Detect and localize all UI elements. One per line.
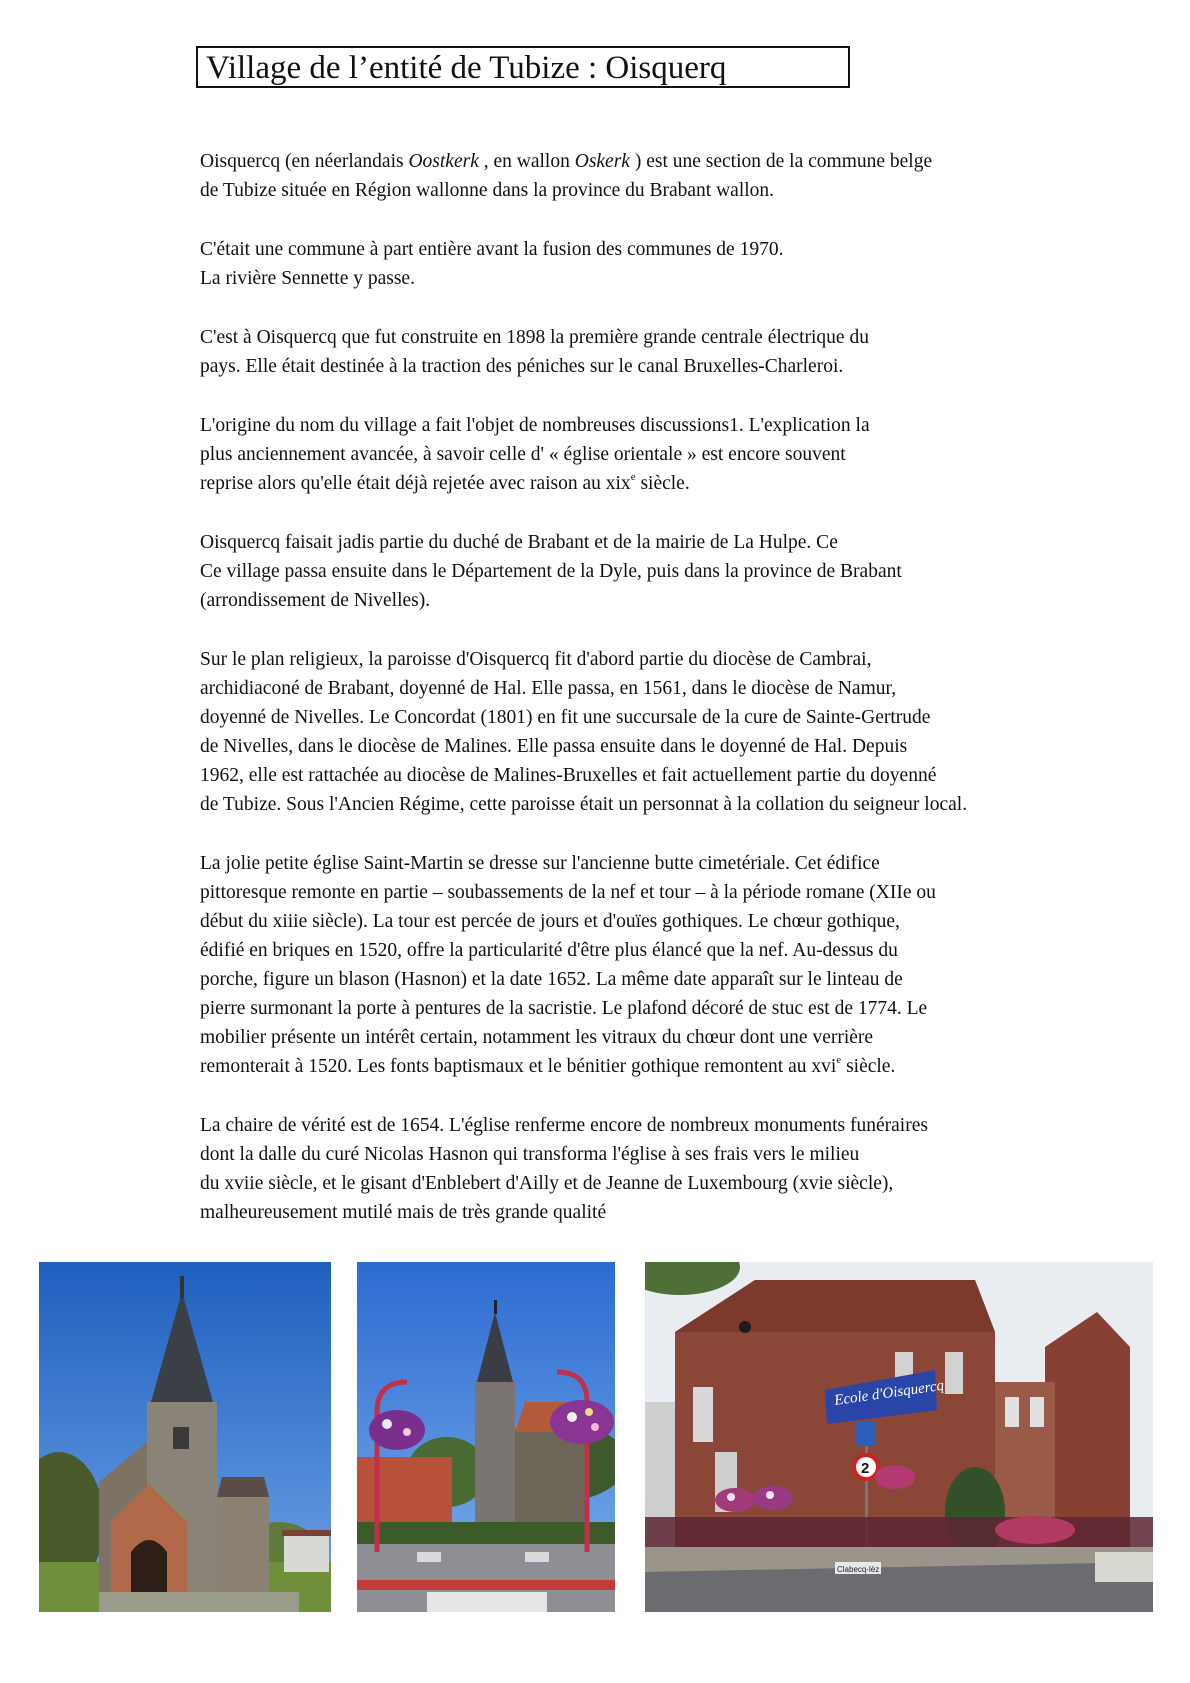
paragraph-line: La rivière Sennette y passe.	[200, 268, 415, 289]
paragraph-line: Oisquercq faisait jadis partie du duché de Brabant et de la mairie de La Hulpe. Ce	[200, 532, 838, 553]
school-sign-text: Ecole d'Oisquercq	[833, 1377, 946, 1409]
street-sign-text: Clabecq-lèz	[837, 1565, 880, 1574]
paragraph-line: mobilier présente un intérêt certain, notamment les vitraux du chœur dont une verrière	[200, 1027, 874, 1048]
paragraph-line: de Tubize. Sous l'Ancien Régime, cette paroisse était un personnat à la collation du seigneur local.	[200, 794, 968, 815]
church-photo	[39, 1262, 331, 1612]
paragraph-line: Sur le plan religieux, la paroisse d'Oisquercq fit d'abord partie du diocèse de Cambrai,	[200, 649, 872, 670]
paragraph-line: porche, figure un blason (Hasnon) et la date 1652. La même date apparaît sur le linteau de	[200, 969, 903, 990]
road-sign-number: 2	[861, 1460, 870, 1477]
walloon-name: Oskerk	[574, 151, 630, 172]
paragraph-line: remonterait à 1520. Les fonts baptismaux et le bénitier gothique remontent au xvi$^e$ siècle.	[200, 1054, 896, 1077]
article-body	[200, 147, 1100, 1257]
paragraph-line: malheureusement mutilé mais de très grande qualité	[200, 1202, 607, 1223]
paragraph-line: doyenné de Nivelles. Le Concordat (1801) en fit une succursale de la cure de Sainte-Gertrude	[200, 707, 931, 728]
paragraph-line: C'était une commune à part entière avant la fusion des communes de 1970.	[200, 239, 784, 260]
paragraph-line: dont la dalle du curé Nicolas Hasnon qui transforma l'église à ses frais vers le milieu	[200, 1144, 860, 1165]
paragraph-line: pays. Elle était destinée à la traction des péniches sur le canal Bruxelles-Charleroi.	[200, 356, 844, 377]
paragraph-line: reprise alors qu'elle était déjà rejetée avec raison au xix$^e$ siècle.	[200, 471, 690, 494]
page-title-box	[196, 46, 850, 88]
page-title: Village de l’entité de Tubize : Oisquerq	[206, 50, 727, 86]
paragraph-line: début du xiiie siècle). La tour est percée de jours et d'ouïes gothiques. Le chœur gothique,	[200, 911, 900, 932]
paragraph-line: édifié en briques en 1520, offre la particularité d'être plus élancé que la nef. Au-dessus du	[200, 940, 898, 961]
paragraph-line: Oisquercq (en néerlandais Oostkerk , en wallon Oskerk ) est une section de la commune belge	[200, 151, 933, 172]
paragraph-power-plant	[200, 323, 1100, 381]
paragraph-line: La chaire de vérité est de 1654. L'église renferme encore de nombreux monuments funéraires	[200, 1115, 928, 1136]
paragraph-line: pittoresque remonte en partie – soubassements de la nef et tour – à la période romane (XIIe ou	[200, 882, 936, 903]
paragraph-line: archidiaconé de Brabant, doyenné de Hal. Elle passa, en 1561, dans le diocèse de Namur,	[200, 678, 897, 699]
paragraph-line: de Tubize située en Région wallonne dans la province du Brabant wallon.	[200, 180, 775, 201]
paragraph-commune	[200, 235, 1100, 293]
paragraph-line: (arrondissement de Nivelles).	[200, 590, 431, 611]
paragraph-line: pierre surmonant la porte à pentures de la sacristie. Le plafond décoré de stuc est de 1774. Le	[200, 998, 928, 1019]
paragraph-religious	[200, 645, 1100, 819]
paragraph-line: La jolie petite église Saint-Martin se dresse sur l'ancienne butte cimetériale. Cet édifice	[200, 853, 880, 874]
school-photo	[645, 1262, 1153, 1612]
paragraph-line: C'est à Oisquercq que fut construite en 1898 la première grande centrale électrique du	[200, 327, 869, 348]
paragraph-name-origin	[200, 411, 1100, 498]
dutch-name: Oostkerk	[408, 151, 479, 172]
paragraph-line: 1962, elle est rattachée au diocèse de Malines-Bruxelles et fait actuellement partie du doyenné	[200, 765, 937, 786]
paragraph-line: du xviie siècle, et le gisant d'Enblebert d'Ailly et de Jeanne de Luxembourg (xvie siècle),	[200, 1173, 894, 1194]
village-square-photo	[357, 1262, 615, 1612]
paragraph-line: de Nivelles, dans le diocèse de Malines. Elle passa ensuite dans le doyenné de Hal. Depuis	[200, 736, 908, 757]
paragraph-church	[200, 849, 1100, 1081]
paragraph-history	[200, 528, 1100, 615]
paragraph-pulpit	[200, 1111, 1100, 1227]
paragraph-line: Ce village passa ensuite dans le Département de la Dyle, puis dans la province de Brabant	[200, 561, 902, 582]
paragraph-intro	[200, 147, 1100, 205]
paragraph-line: plus anciennement avancée, à savoir celle d' « église orientale » est encore souvent	[200, 444, 846, 465]
paragraph-line: L'origine du nom du village a fait l'objet de nombreuses discussions1. L'explication la	[200, 415, 870, 436]
